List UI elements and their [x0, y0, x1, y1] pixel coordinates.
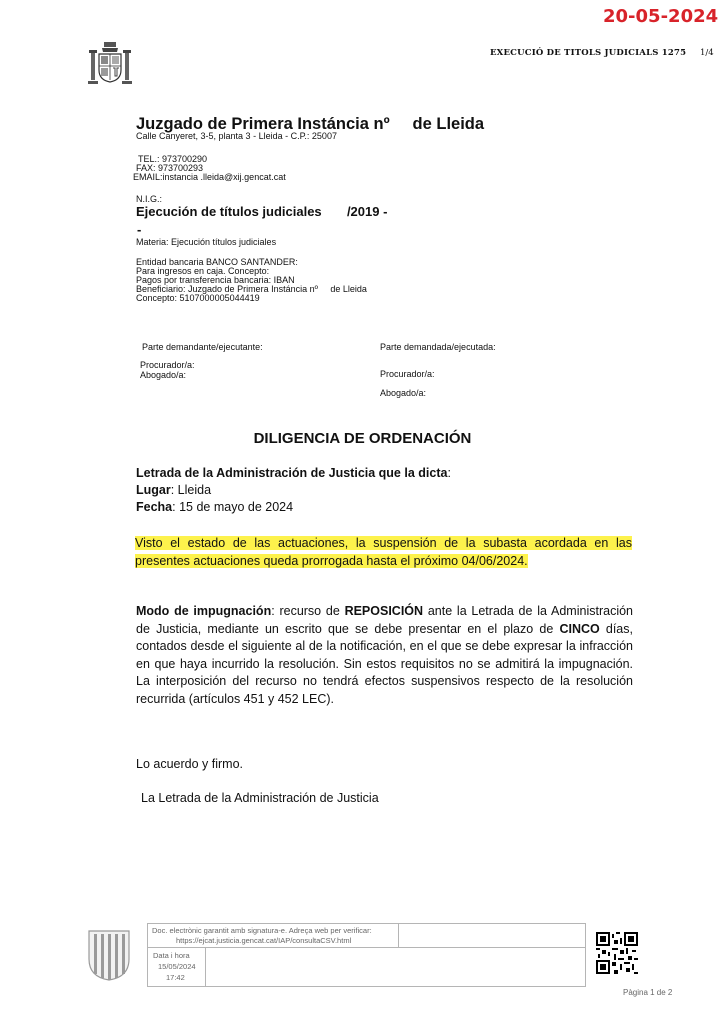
verify-text-line1: Doc. electrònic garantit amb signatura-e. Adreça web per verificar:	[152, 926, 372, 935]
modo-text3: días, contados desde el siguiente al de la notificación, en el que se debe expresar la infracción en que haya incurrido la resolución. Sin estos requisitos no se admitirá la impugnación. La interposición del recurso no tendrá efectos suspensivos respecto de la resolución recurrida (artículos 451 y 452 LEC).	[136, 621, 633, 706]
lugar-value: : Lleida	[170, 483, 212, 497]
court-title-part2: de Lleida	[412, 115, 485, 133]
fecha-label: Fecha	[136, 500, 173, 514]
nig-label: N.I.G.:	[136, 194, 163, 204]
court-email: EMAIL:instancia .lleida@xij.gencat.cat	[133, 172, 286, 182]
bank-transferencia: Pagos por transferencia bancaria: IBAN	[136, 275, 295, 285]
time-value: 17:42	[166, 973, 185, 982]
date-value: 15/05/2024	[158, 962, 196, 971]
letrada-colon: :	[447, 466, 451, 480]
date-label: Data i hora	[153, 951, 190, 960]
page-count-header: 1/4	[700, 48, 714, 58]
party-defendant-procurador: Procurador/a:	[380, 369, 435, 379]
reposicion-word: REPOSICIÓN	[344, 604, 424, 618]
modo-text1: : recurso de	[271, 604, 345, 618]
court-tel: TEL.: 973700290	[138, 154, 208, 164]
spain-coat-of-arms-logo	[86, 40, 134, 90]
resolution-paragraph	[135, 535, 632, 570]
signature-line: La Letrada de la Administración de Justicia	[141, 791, 379, 805]
case-title: Ejecución de títulos judiciales /2019 -	[136, 204, 388, 219]
cinco-word: CINCO	[559, 621, 600, 636]
fecha-value: : 15 de mayo de 2024	[172, 500, 294, 514]
court-title-gap	[390, 115, 413, 133]
bank-concepto: Concepto: 5107000005044419	[136, 293, 260, 303]
qr-code-icon	[596, 932, 638, 974]
modo-label: Modo de impugnación	[136, 604, 272, 618]
diligencia-title: DILIGENCIA DE ORDENACIÓN	[253, 430, 472, 447]
court-title-part1: Juzgado de Primera Instáncia nº	[136, 115, 390, 133]
bank-entidad: Entidad bancaria BANCO SANTANDER:	[136, 257, 298, 267]
bank-ingresos: Para ingresos en caja. Concepto:	[136, 266, 270, 276]
fecha-line	[136, 499, 293, 517]
stamp-date: 20-05-2024	[603, 6, 719, 27]
party-plaintiff-procurador: Procurador/a:	[140, 360, 195, 370]
highlighted-resolution: Visto el estado de las actuaciones, la suspensión de la subasta acordada en las presentes actuaciones queda prorrogada hasta el próximo 04/06/2024.	[135, 536, 632, 568]
letrada-label: Letrada de la Administración de Justicia que la dicta	[136, 466, 448, 480]
party-defendant-label: Parte demandada/ejecutada:	[380, 342, 496, 352]
party-plaintiff-label: Parte demandante/ejecutante:	[142, 342, 263, 352]
document-type-header: EXECUCIÓ DE TITOLS JUDICIALS 1275	[490, 48, 687, 58]
catalonia-seal-logo	[86, 928, 132, 982]
letrada-line	[136, 465, 451, 483]
lugar-line	[136, 482, 211, 500]
court-address: Calle Canyeret, 3-5, planta 3 - Lleida - C.P.: 25007	[136, 131, 337, 141]
bank-beneficiario: Beneficiario: Juzgado de Primera Instáncia nº de Lleida	[136, 284, 367, 294]
lugar-label: Lugar	[136, 483, 171, 497]
case-title-dash: -	[137, 222, 142, 237]
acuerdo-line: Lo acuerdo y firmo.	[136, 757, 243, 771]
modo-text2: ante la Letrada de la Administración de Justicia, mediante un escrito que se debe presentar en el plazo de	[136, 604, 633, 636]
verify-url[interactable]: https://ejcat.justicia.gencat.cat/IAP/consultaCSV.html	[176, 936, 352, 945]
party-plaintiff-abogado: Abogado/a:	[140, 370, 187, 380]
page-number: Pàgina 1 de 2	[623, 988, 673, 997]
case-materia: Materia: Ejecución títulos judiciales	[136, 237, 277, 247]
court-fax: FAX: 973700293	[136, 163, 204, 173]
impugnacion-paragraph	[136, 603, 633, 708]
party-defendant-abogado: Abogado/a:	[380, 388, 427, 398]
verification-box	[147, 923, 586, 987]
